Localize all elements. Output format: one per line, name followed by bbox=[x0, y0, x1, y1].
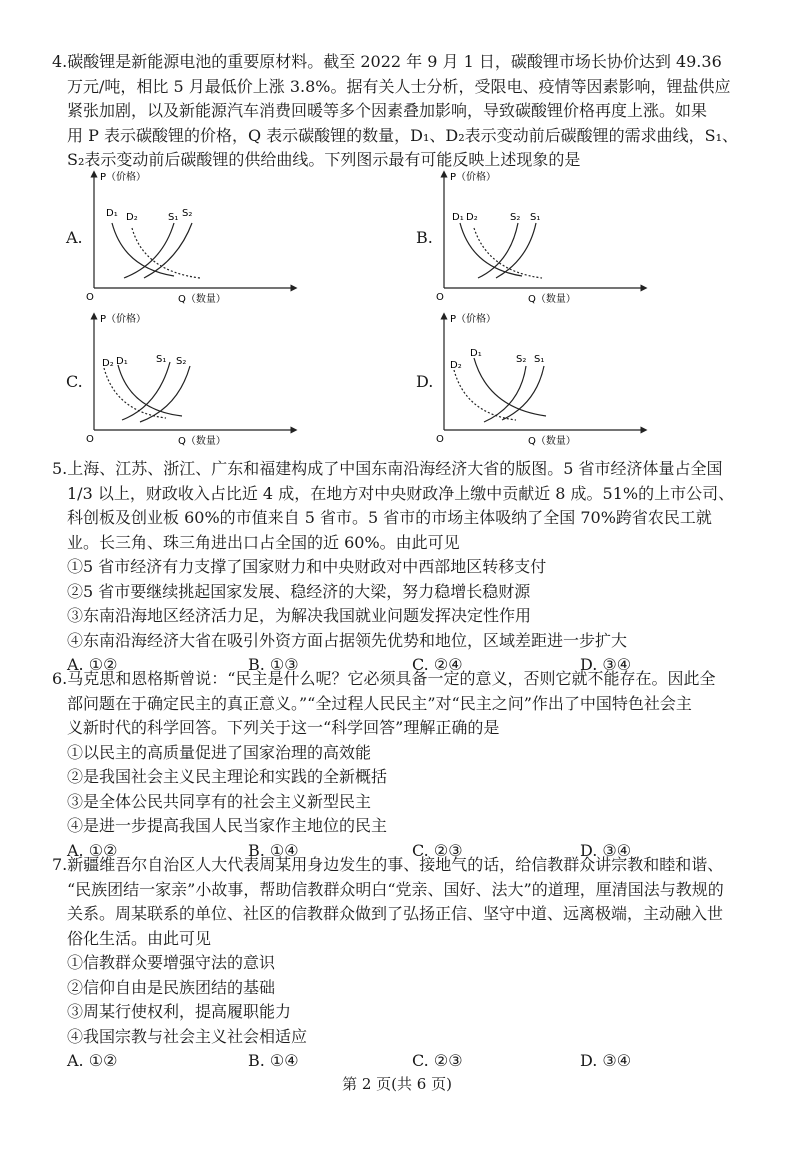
x-axis-label: Q（数量） bbox=[178, 436, 226, 447]
label-d-left: D₂ bbox=[102, 358, 114, 369]
question-7-line: 俗化生活。由此可见 bbox=[67, 928, 212, 948]
origin-label: O bbox=[436, 292, 444, 303]
question-7-item: ③周某行使权利，提高履职能力 bbox=[67, 1002, 292, 1021]
supply-curve-2 bbox=[484, 366, 526, 422]
option-d[interactable]: D. ③④ bbox=[580, 655, 632, 674]
question-4-line: 万元/吨，相比 5 月最低价上涨 3.8%。据有关人士分析，受限电、疫情等因素影响，锂盐供应 bbox=[67, 76, 731, 96]
question-7-item: ②信仰自由是民族团结的基础 bbox=[67, 977, 276, 997]
option-a-label: A. bbox=[66, 228, 83, 247]
y-axis-label: P（价格） bbox=[450, 172, 497, 183]
question-6-item: ②是我国社会主义民主理论和实践的全新概括 bbox=[67, 767, 388, 786]
label-d-right: D₁ bbox=[116, 356, 128, 367]
question-6-item: ①以民主的高质量促进了国家治理的高效能 bbox=[67, 742, 372, 762]
question-4-line: 4.碳酸锂是新能源电池的重要原材料。截至 2022 年 9 月 1 日，碳酸锂市场长协价达到 49.36 bbox=[52, 52, 722, 71]
option-c[interactable]: C. ②③ bbox=[412, 840, 463, 860]
chart-option-a bbox=[82, 168, 302, 310]
demand-curve-2 bbox=[132, 228, 200, 278]
label-s-left: S₂ bbox=[516, 354, 527, 365]
option-b[interactable]: B. ①④ bbox=[248, 1051, 299, 1070]
option-c[interactable]: C. ②④ bbox=[412, 655, 463, 674]
question-6-item: ③是全体公民共同享有的社会主义新型民主 bbox=[67, 791, 372, 811]
demand-curve-1 bbox=[474, 358, 546, 416]
label-d-left: D₂ bbox=[450, 360, 462, 371]
x-axis-label: Q（数量） bbox=[528, 294, 576, 305]
option-a[interactable]: A. ①② bbox=[67, 840, 118, 860]
question-7-line: 7.新疆维吾尔自治区人大代表周某用身边发生的事、接地气的话，给信教群众讲宗教和睦和谐、 bbox=[52, 855, 724, 874]
demand-curve-1 bbox=[460, 223, 522, 276]
option-c[interactable]: C. ②③ bbox=[412, 1051, 463, 1070]
label-s-right: S₁ bbox=[534, 354, 545, 365]
origin-label: O bbox=[86, 292, 94, 303]
question-6-line: 6.马克思和恩格斯曾说：“民主是什么呢？它必须具备一定的意义，否则它就不能存在。因此全 bbox=[52, 669, 716, 688]
supply-curve-2 bbox=[478, 223, 518, 278]
page-footer: 第 2 页(共 6 页) bbox=[342, 1075, 452, 1093]
question-5-line: 5.上海、江苏、浙江、广东和福建构成了中国东南沿海经济大省的版图。5 省市经济体量占全国 bbox=[52, 459, 723, 478]
label-s-left: S₁ bbox=[156, 354, 167, 365]
origin-label: O bbox=[86, 434, 94, 445]
question-7 bbox=[52, 853, 758, 1073]
label-d-right: D₂ bbox=[126, 212, 138, 223]
label-s-left: S₁ bbox=[168, 212, 179, 223]
demand-curve-2 bbox=[454, 370, 516, 420]
question-5-line: 业。长三角、珠三角进出口占全国的近 60%。由此可见 bbox=[67, 532, 460, 552]
question-6-line: 部问题在于确定民主的真正意义。”“全过程人民民主”对“民主之问”作出了中国特色社会主 bbox=[67, 693, 692, 713]
demand-curve-1 bbox=[118, 365, 182, 416]
question-4-line: S₂表示变动前后碳酸锂的供给曲线。下列图示最有可能反映上述现象的是 bbox=[67, 150, 581, 169]
option-b[interactable]: B. ①④ bbox=[248, 840, 299, 860]
question-7-line: “民族团结一家亲”小故事，帮助信教群众明白“党亲、国好、法大”的道理，厘清国法与教规的 bbox=[67, 879, 724, 899]
supply-curve-2 bbox=[140, 366, 190, 422]
question-7-line: 关系。周某联系的单位、社区的信教群众做到了弘扬正信、坚守中道、远离极端，主动融入世 bbox=[67, 904, 724, 923]
question-5-item: ②5 省市要继续挑起国家发展、稳经济的大梁，努力稳增长稳财源 bbox=[67, 581, 531, 601]
x-axis-label: Q（数量） bbox=[178, 294, 226, 305]
question-5-item: ③东南沿海地区经济活力足，为解决我国就业问题发挥决定性作用 bbox=[67, 606, 532, 625]
question-6 bbox=[52, 667, 758, 863]
question-5-item: ①5 省市经济有力支撑了国家财力和中央财政对中西部地区转移支付 bbox=[67, 557, 547, 576]
label-d-right: D₂ bbox=[466, 212, 478, 223]
supply-curve-1 bbox=[502, 366, 544, 420]
y-axis-label: P（价格） bbox=[450, 314, 497, 325]
question-7-item: ①信教群众要增强守法的意识 bbox=[67, 953, 276, 972]
y-axis-label: P（价格） bbox=[100, 172, 147, 183]
label-s-left: S₂ bbox=[510, 212, 521, 223]
question-7-item: ④我国宗教与社会主义社会相适应 bbox=[67, 1026, 308, 1046]
option-a[interactable]: A. ①② bbox=[67, 1051, 118, 1070]
option-b[interactable]: B. ①③ bbox=[248, 655, 299, 674]
question-6-line: 义新时代的科学回答。下列关于这一“科学回答”理解正确的是 bbox=[67, 718, 500, 737]
supply-curve-1 bbox=[122, 362, 170, 420]
label-s-right: S₁ bbox=[530, 212, 541, 223]
option-a[interactable]: A. ①② bbox=[67, 655, 118, 674]
option-d[interactable]: D. ③④ bbox=[580, 840, 632, 860]
question-7-options bbox=[52, 1049, 758, 1073]
question-4 bbox=[52, 50, 758, 173]
option-d-label: D. bbox=[416, 372, 434, 391]
option-d[interactable]: D. ③④ bbox=[580, 1051, 632, 1070]
label-s-right: S₂ bbox=[182, 208, 193, 219]
question-5 bbox=[52, 457, 758, 677]
question-4-line: 用 P 表示碳酸锂的价格，Q 表示碳酸锂的数量，D₁、D₂表示变动前后碳酸锂的需求曲线，S₁、 bbox=[67, 125, 739, 145]
label-d-left: D₁ bbox=[452, 212, 464, 223]
supply-curve-1 bbox=[124, 223, 174, 278]
question-6-item: ④是进一步提高我国人民当家作主地位的民主 bbox=[67, 816, 388, 835]
chart-option-c bbox=[82, 310, 302, 452]
y-axis-label: P（价格） bbox=[100, 314, 147, 325]
question-5-line: 科创板及创业板 60%的市值来自 5 省市。5 省市的市场主体吸纳了全国 70%跨省农民工就 bbox=[67, 508, 712, 527]
chart-option-d bbox=[432, 310, 652, 452]
label-d-left: D₁ bbox=[106, 208, 118, 219]
question-5-item: ④东南沿海经济大省在吸引外资方面占据领先优势和地位，区域差距进一步扩大 bbox=[67, 630, 628, 650]
question-4-line: 紧张加剧，以及新能源汽车消费回暖等多个因素叠加影响，导致碳酸锂价格再度上涨。如果 bbox=[67, 101, 708, 120]
label-d-right: D₁ bbox=[470, 348, 482, 359]
label-s-right: S₂ bbox=[176, 356, 187, 367]
option-b-label: B. bbox=[416, 228, 433, 247]
origin-label: O bbox=[436, 434, 444, 445]
question-5-line: 1/3 以上，财政收入占比近 4 成，在地方对中央财政净上缴中贡献近 8 成。51%的上市公司、 bbox=[67, 483, 735, 503]
x-axis-label: Q（数量） bbox=[528, 436, 576, 447]
chart-option-b bbox=[432, 168, 652, 310]
option-c-label: C. bbox=[66, 372, 83, 391]
